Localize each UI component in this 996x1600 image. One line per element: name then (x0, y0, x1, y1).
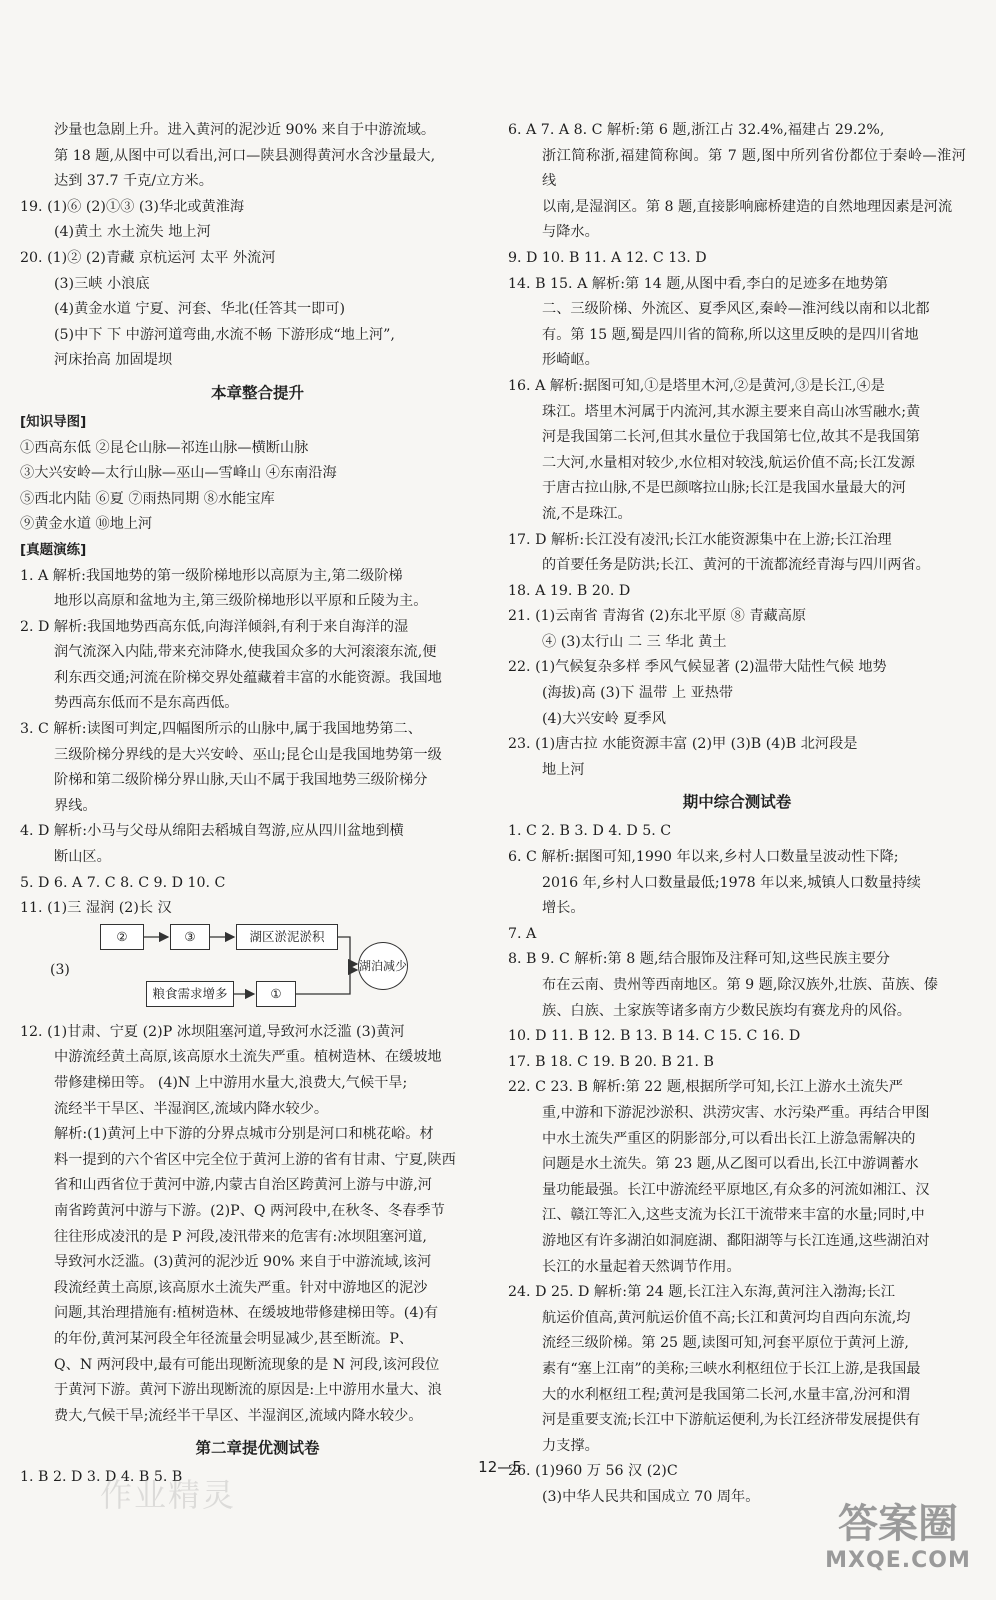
diagram-box-grain: 粮食需求增多 (146, 981, 234, 1007)
answer-row: 10. D 11. B 12. B 13. B 14. C 15. C 16. D (508, 1028, 801, 1045)
mindmap-line: ①西高东低 ②昆仑山脉—祁连山脉—横断山脉 (20, 439, 309, 456)
answer-cont: 重,中游和下游泥沙淤积、洪涝灾害、水污染严重。再结合甲图 (542, 1104, 930, 1121)
watermark-logo-text: 答案圈 (838, 1501, 958, 1547)
diagram-box-1: ① (256, 981, 296, 1007)
answer-19-cont: (4)黄土 水土流失 地上河 (54, 224, 211, 241)
answer-cont: 游地区有许多湖泊如洞庭湖、鄱阳湖等与长江连通,这些湖泊对 (542, 1232, 930, 1249)
answer-20-cont: (5)中下 下 中游河道弯曲,水流不畅 下游形成“地上河”, (54, 326, 395, 343)
answer-12-cont: 带修建梯田等。 (4)N 上中游用水量大,浪费大,气候干旱; (54, 1075, 408, 1091)
flow-diagram (50, 924, 495, 1016)
answer-24-25: 24. D 25. D 解析:第 24 题,长江注入东海,黄河注入渤海;长江 (508, 1284, 895, 1301)
answer-cont: 力支撑。 (542, 1437, 599, 1454)
answer-1-cont: 地形以高原和盆地为主,第三级阶梯地形以平原和丘陵为主。 (54, 593, 428, 610)
answer-cont: 流,不是珠江。 (542, 505, 632, 522)
diagram-box-sediment: 湖区淤泥淤积 (236, 924, 338, 950)
mindmap-line: ⑨黄金水道 ⑩地上河 (20, 516, 153, 533)
answer-20-cont: (3)三峡 小浪底 (54, 275, 150, 292)
answer-cont: 二大河,水量相对较少,水位相对较浅,航运价值不高;长江发源 (542, 454, 915, 471)
answer-21: 21. (1)云南省 青海省 (2)东北平原 ⑧ 青藏高原 (508, 608, 807, 625)
answer-4: 4. D 解析:小马与父母从绵阳去稻城自驾游,应从四川盆地到横 (20, 823, 404, 840)
answer-cont: 地上河 (542, 761, 585, 778)
answer-cont: 流经三级阶梯。第 25 题,读图可知,河套平原位于黄河上游, (542, 1335, 909, 1352)
answer-3-cont: 阶梯和第二级阶梯分界山脉,天山不属于我国地势三级阶梯分 (54, 772, 428, 789)
answer-22-23: 22. C 23. B 解析:第 22 题,根据所学可知,长江上游水土流失严 (508, 1079, 903, 1096)
answer-12-analysis: 段流经黄土高原,该高原水土流失严重。针对中游地区的泥沙 (54, 1279, 428, 1296)
answer-cont: 航运价值高,黄河航运价值不高;长江和黄河均自西向东流,均 (542, 1309, 911, 1326)
mindmap-line: ③大兴安岭—太行山脉—巫山—雪峰山 ④东南沿海 (20, 465, 337, 482)
answer-12: 12. (1)甘肃、宁夏 (2)P 冰坝阻塞河道,导致河水泛滥 (3)黄河 (20, 1023, 405, 1040)
text-line: 第 18 题,从图中可以看出,河口—陕县测得黄河水含沙量最大, (54, 147, 436, 164)
answer-12-analysis: 往往形成凌汛的是 P 河段,凌汛带来的危害有:冰坝阻塞河道, (54, 1228, 427, 1245)
section-title: 本章整合提升 (210, 383, 304, 402)
answer-cont: 二、三级阶梯、外流区、夏季风区,秦岭—淮河线以南和以北都 (542, 301, 930, 318)
answer-cont: 大的水利枢纽工程;黄河是我国第二长河,水量丰富,汾河和渭 (542, 1386, 911, 1403)
answer-cont: 中水土流失严重区的阴影部分,可以看出长江上游急需解决的 (542, 1130, 916, 1147)
answer-11: 11. (1)三 湿润 (2)长 汉 (20, 900, 172, 917)
answer-cont: (3)中华人民共和国成立 70 周年。 (542, 1488, 760, 1505)
subsection-label: [知识导图] (20, 413, 87, 430)
answer-cont: 长江的水量起着天然调节作用。 (542, 1258, 741, 1275)
mindmap-line: ⑤西北内陆 ⑥夏 ⑦雨热同期 ⑧水能宝库 (20, 490, 275, 507)
answer-row: 7. A (508, 925, 537, 942)
answer-12-analysis: Q、N 两河段中,最有可能出现断流现象的是 N 河段,该河段位 (54, 1356, 440, 1373)
answer-12-analysis: 于黄河下游。黄河下游出现断流的原因是:上中游用水量大、浪 (54, 1382, 442, 1399)
answer-12-analysis: 的年份,黄河某河段全年径流量会明显减少,甚至断流。P、 (54, 1330, 414, 1347)
answer-20-cont: (4)黄金水道 宁夏、河套、华北(任答其一即可) (54, 301, 346, 318)
text-line: 沙量也急剧上升。进入黄河的泥沙近 90% 来自于中游流域。 (54, 122, 436, 138)
answer-cont: 珠江。塔里木河属于内流河,其水源主要来自高山冰雪融水;黄 (542, 403, 921, 420)
answer-6-8: 6. A 7. A 8. C 解析:第 6 题,浙江占 32.4%,福建占 29.2%, (508, 122, 885, 138)
answer-3-cont: 界线。 (54, 797, 97, 814)
answer-2-cont: 利东西交通;河流在阶梯交界处蕴藏着丰富的水能资源。我国地 (54, 669, 442, 686)
answer-cont: 形崎岖。 (542, 352, 599, 369)
right-column (508, 118, 966, 1510)
watermark-url: MXQE.COM (825, 1548, 971, 1573)
answer-16: 16. A 解析:据图可知,①是塔里木河,②是黄河,③是长江,④是 (508, 377, 885, 394)
diagram-box-2: ② (100, 924, 144, 950)
answer-23: 23. (1)唐古拉 水能资源丰富 (2)甲 (3)B (4)B 北河段是 (508, 736, 858, 753)
answer-12-analysis: 料一提到的六个省区中完全位于黄河上游的省有甘肃、宁夏,陕西 (54, 1151, 456, 1168)
answer-cont: 布在云南、贵州等西南地区。第 9 题,除汉族外,壮族、苗族、傣 (542, 977, 938, 993)
answer-3: 3. C 解析:读图可判定,四幅图所示的山脉中,属于我国地势第二、 (20, 721, 422, 738)
section-title: 期中综合测试卷 (682, 793, 792, 812)
page-number: 12—5 (478, 1458, 522, 1476)
answer-cont: 问题是水土流失。第 23 题,从乙图可以看出,长江中游调蓄水 (542, 1156, 919, 1173)
answer-12-analysis: 导致河水泛滥。(3)黄河的泥沙近 90% 来自于中游流域,该河 (54, 1254, 432, 1271)
section-title: 第二章提优测试卷 (195, 1439, 320, 1458)
answer-12-cont: 流经半干旱区、半湿润区,流域内降水较少。 (54, 1100, 329, 1117)
answer-14-15: 14. B 15. A 解析:第 14 题,从图中看,李白的足迹多在地势第 (508, 275, 889, 292)
answer-cont: ④ (3)太行山 二 三 华北 黄土 (542, 633, 727, 650)
answer-2: 2. D 解析:我国地势西高东低,向海洋倾斜,有利于来自海洋的湿 (20, 618, 409, 635)
answer-cont: 量功能最强。长江中游流经平原地区,有众多的河流如湘江、汉 (542, 1181, 930, 1198)
answer-2-cont: 润气流深入内陆,带来充沛降水,使我国众多的大河滚滚东流,便 (54, 644, 437, 661)
answer-cont: (4)大兴安岭 夏季风 (542, 710, 666, 727)
answer-3-cont: 三级阶梯分界线的是大兴安岭、巫山;昆仑山是我国地势第一级 (54, 746, 442, 763)
diagram-box-3: ③ (170, 924, 210, 950)
answer-cont: 族、白族、土家族等诸多南方少数民族均有赛龙舟的风俗。 (542, 1002, 911, 1019)
answer-12-analysis: 费大,气候干旱;流经半干旱区、半湿润区,流域内降水较少。 (54, 1407, 423, 1424)
answer-17: 17. D 解析:长江没有凌汛;长江水能资源集中在上游;长江治理 (508, 531, 892, 548)
answer-22: 22. (1)气候复杂多样 季风气候显著 (2)温带大陆性气候 地势 (508, 659, 887, 676)
subsection-label: [真题演练] (20, 541, 87, 558)
text-line: 达到 37.7 千克/立方米。 (54, 173, 213, 190)
answer-2-cont: 势西高东低而不是东高西低。 (54, 695, 239, 712)
answer-row: 9. D 10. B 11. A 12. C 13. D (508, 249, 707, 266)
answer-12-analysis: 省和山西省位于黄河中游,内蒙古自治区跨黄河上游与中游,河 (54, 1177, 432, 1194)
answer-4-cont: 断山区。 (54, 849, 111, 866)
answer-5-10: 5. D 6. A 7. C 8. C 9. D 10. C (20, 874, 226, 891)
answer-6: 6. C 解析:据图可知,1990 年以来,乡村人口数量呈波动性下降; (508, 849, 899, 866)
answer-1: 1. A 解析:我国地势的第一级阶梯地形以高原为主,第二级阶梯 (20, 567, 403, 584)
answer-19: 19. (1)⑥ (2)①③ (3)华北或黄淮海 (20, 198, 245, 215)
answer-cont: 增长。 (542, 900, 585, 917)
answer-cont: 于唐古拉山脉,不是巴颜喀拉山脉;长江是我国水量最大的河 (542, 480, 906, 497)
answer-20: 20. (1)② (2)青藏 京杭运河 太平 外流河 (20, 249, 276, 266)
answer-20-cont: 河床抬高 加固堤坝 (54, 352, 173, 369)
answer-26: 26. (1)960 万 56 汉 (2)C (508, 1463, 678, 1480)
answer-cont: 素有“塞上江南”的美称;三峡水利枢纽位于长江上游,是我国最 (542, 1360, 921, 1377)
diagram-lake-ellipse: 湖泊减少 (358, 942, 408, 990)
answer-cont: 与降水。 (542, 224, 599, 241)
answer-cont: 有。第 15 题,蜀是四川省的简称,所以这里反映的是四川省地 (542, 326, 919, 343)
answer-row: 17. B 18. C 19. B 20. B 21. B (508, 1053, 714, 1070)
answer-cont: 浙江简称浙,福建简称闽。第 7 题,图中所列省份都位于秦岭—淮河线 (542, 147, 966, 190)
answer-12-analysis: 问题,其治理措施有:植树造林、在缓坡地带修建梯田等。(4)有 (54, 1305, 439, 1322)
answer-row: 18. A 19. B 20. D (508, 582, 631, 599)
answer-cont: 2016 年,乡村人口数量最低;1978 年以来,城镇人口数量持续 (542, 874, 921, 891)
answer-cont: 江、赣江等汇入,这些支流为长江干流带来丰富的水量;同时,中 (542, 1207, 925, 1224)
answer-row: 1. B 2. D 3. D 4. B 5. B (20, 1469, 183, 1486)
answer-cont: (海拔)高 (3)下 温带 上 亚热带 (542, 685, 734, 702)
answer-row: 1. C 2. B 3. D 4. D 5. C (508, 823, 672, 840)
diagram-label: (3) (50, 961, 70, 978)
answer-12-analysis: 解析:(1)黄河上中下游的分界点城市分别是河口和桃花峪。材 (54, 1126, 434, 1143)
answer-12-analysis: 南省跨黄河中游与下游。(2)P、Q 两河段中,在秋冬、冬春季节 (54, 1202, 445, 1219)
answer-12-cont: 中游流经黄土高原,该高原水土流失严重。植树造林、在缓坡地 (54, 1049, 442, 1066)
answer-cont: 的首要任务是防洪;长江、黄河的干流都流经青海与四川两省。 (542, 557, 930, 574)
left-column (20, 118, 495, 1491)
answer-cont: 河是我国第二长河,但其水量位于我国第七位,故其不是我国第 (542, 429, 920, 446)
answer-cont: 河是重要支流;长江中下游航运便利,为长江经济带发展提供有 (542, 1412, 921, 1429)
answer-cont: 以南,是湿润区。第 8 题,直接影响廊桥建造的自然地理因素是河流 (542, 198, 953, 215)
answer-8-9: 8. B 9. C 解析:第 8 题,结合服饰及注释可知,这些民族主要分 (508, 951, 890, 968)
watermark-logo (818, 1500, 978, 1573)
watermark-text: 作业精灵 (100, 1476, 237, 1514)
